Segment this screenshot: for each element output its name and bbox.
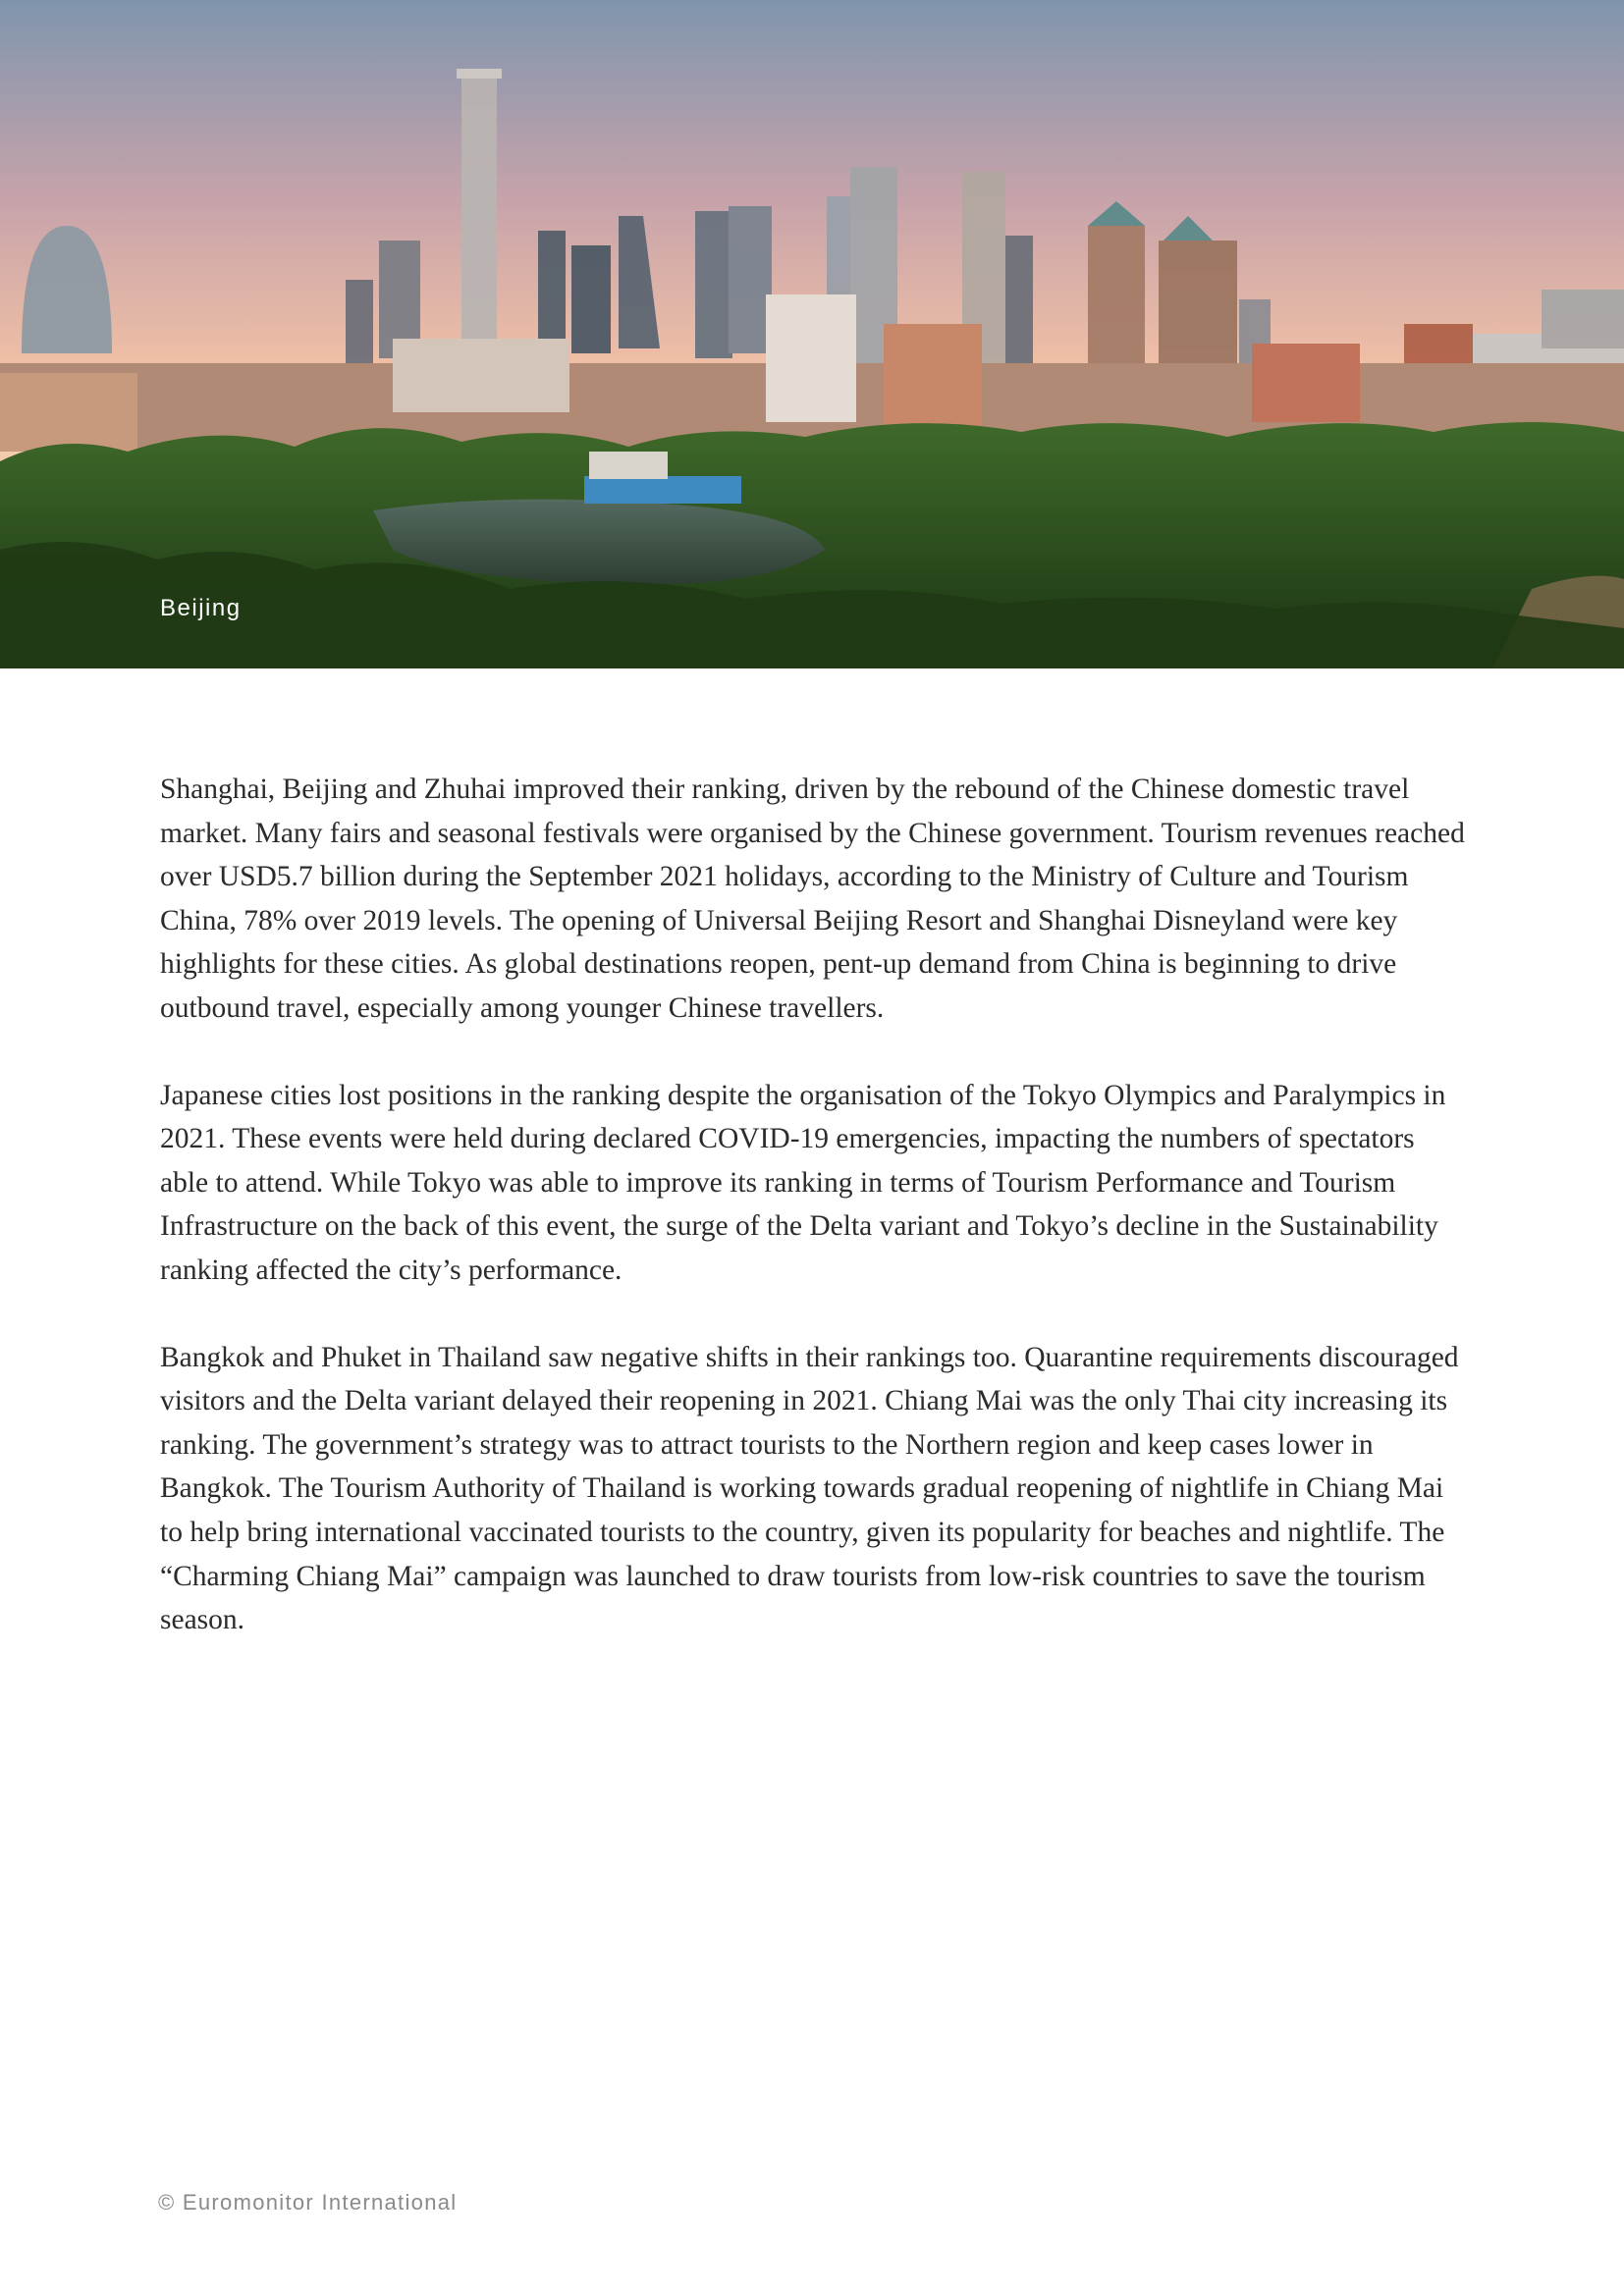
- photo-caption: Beijing: [160, 595, 242, 621]
- footer-copyright: © Euromonitor International: [158, 2190, 458, 2215]
- article-body: [160, 768, 1466, 1685]
- paragraph-japan: Japanese cities lost positions in the ranking despite the organisation of the Tokyo Olympics and Paralympics in 2021. These events were held during declared COVID-19 emergencies, impacting the numbers of spectators able to attend. While Tokyo was able to improve its ranking in terms of Tourism Performance and Tourism Infrastructure on the back of this event, the surge of the Delta variant and Tokyo’s decline in the Sustainability ranking affected the city’s performance.: [160, 1079, 1446, 1286]
- paragraph-china: Shanghai, Beijing and Zhuhai improved their ranking, driven by the rebound of the Chinese domestic travel market. Many fairs and seasonal festivals were organised by the Chinese government. Tourism revenues reached over USD5.7 billion during the September 2021 holidays, according to the Ministry of Culture and Tourism China, 78% over 2019 levels. The opening of Universal Beijing Resort and Shanghai Disneyland were key highlights for these cities. As global destinations reopen, pent-up demand from China is beginning to drive outbound travel, especially among younger Chinese travellers.: [160, 774, 1465, 1024]
- beijing-skyline-illustration: [0, 0, 1624, 668]
- hero-photo: [0, 0, 1624, 668]
- paragraph-thailand: Bangkok and Phuket in Thailand saw negative shifts in their rankings too. Quarantine requirements discouraged visitors and the Delta variant delayed their reopening in 2021. Chiang Mai was the only Thai city increasing its ranking. The government’s strategy was to attract tourists to the Northern region and keep cases lower in Bangkok. The Tourism Authority of Thailand is working towards gradual reopening of nightlife in Chiang Mai to help bring international vaccinated tourists to the country, given its popularity for beaches and nightlife. The “Charming Chiang Mai” campaign was launched to draw tourists from low-risk countries to save the tourism season.: [160, 1341, 1459, 1636]
